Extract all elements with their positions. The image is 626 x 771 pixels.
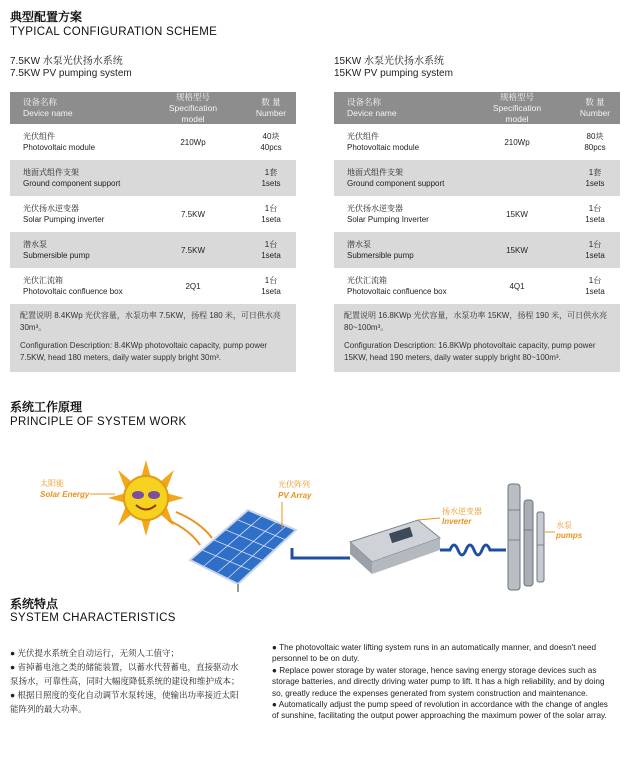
characteristics-list-en xyxy=(272,642,612,722)
header-name-en: Device name xyxy=(23,108,73,118)
header-qty xyxy=(574,92,616,124)
header-device-name xyxy=(347,92,397,124)
typical-title-en: TYPICAL CONFIGURATION SCHEME xyxy=(10,26,218,38)
table-row xyxy=(10,232,296,268)
device-qty-cn: 1台 xyxy=(264,276,278,285)
device-name-cn: 潜水泵 xyxy=(23,240,47,249)
device-name-en: Submersible pump xyxy=(23,251,90,260)
device-qty-cn: 1台 xyxy=(264,204,278,213)
config-description xyxy=(334,304,620,372)
left-system-title-cn: 7.5KW 水泵光伏扬水系统 xyxy=(10,56,123,67)
header-qty-cn: 数 量 xyxy=(261,97,281,107)
device-name-cn: 地面式组件支架 xyxy=(347,168,403,177)
device-qty-cn: 1套 xyxy=(588,168,602,177)
device-spec: 210Wp xyxy=(180,137,206,147)
config-description-cn: 配置说明 8.4KWp 光伏容量，水泵功率 7.5KW，扬程 180 米，可日供水亮 30m³。 xyxy=(20,311,281,332)
inverter-label-cn: 扬水逆变器 xyxy=(442,507,482,516)
device-qty-en: 80pcs xyxy=(584,143,606,152)
config-description-en: Configuration Description: 16.8KWp photovoltaic capacity, pump power 15KW, head 190 meters, daily water supply bright 80~100m³. xyxy=(344,341,596,362)
right-config-table xyxy=(334,92,620,372)
header-qty-en: Number xyxy=(579,108,611,118)
device-spec: 2Q1 xyxy=(185,281,201,291)
device-spec: 7.5KW xyxy=(180,245,205,255)
sun-label-cn: 太阳能 xyxy=(40,479,64,488)
header-spec-en: Specification model xyxy=(168,102,218,124)
device-qty-cn: 80块 xyxy=(586,132,604,141)
device-qty-en: 1sets xyxy=(585,179,605,188)
right-system-title xyxy=(334,56,453,80)
table-row xyxy=(334,232,620,268)
device-name-en: Photovoltaic confluence box xyxy=(23,287,123,296)
device-qty-en: 1seta xyxy=(585,287,605,296)
config-description-en: Configuration Description: 8.4KWp photovoltaic capacity, pump power 7.5KW, head 180 meters, daily water supply bright 30m³. xyxy=(20,341,268,362)
pv-array-icon xyxy=(190,510,296,592)
table-row xyxy=(334,196,620,232)
header-qty xyxy=(250,92,292,124)
sun-icon xyxy=(108,460,184,536)
table-row xyxy=(10,196,296,232)
device-qty-en: 1seta xyxy=(261,215,281,224)
device-qty-cn: 1台 xyxy=(588,240,602,249)
device-name-en: Photovoltaic module xyxy=(23,143,96,152)
characteristics-title-cn: 系统特点 xyxy=(10,597,59,611)
inverter-label-en: Inverter xyxy=(442,517,472,526)
device-qty-cn: 1套 xyxy=(264,168,278,177)
right-system-title-en: 15KW PV pumping system xyxy=(334,68,453,79)
device-name-cn: 光伏组件 xyxy=(347,132,379,141)
system-diagram xyxy=(0,450,626,600)
device-qty-en: 1seta xyxy=(585,215,605,224)
device-name-en: Submersible pump xyxy=(347,251,414,260)
list-item: ● 光伏提水系统全自动运行，无须人工值守； xyxy=(10,648,179,658)
device-name-en: Solar Pumping Inverter xyxy=(347,215,429,224)
left-config-table xyxy=(10,92,296,372)
characteristics-title-en: SYSTEM CHARACTERISTICS xyxy=(10,612,176,624)
config-description-cn: 配置说明 16.8KWp 光伏容量，水泵功率 15KW，扬程 190 米，可日供水亮 80~100m³。 xyxy=(344,311,608,332)
coil-wire xyxy=(440,545,506,555)
header-name-cn: 设备名称 xyxy=(23,97,58,107)
device-spec: 210Wp xyxy=(504,137,530,147)
pump-label-en: pumps xyxy=(556,531,583,540)
principle-title-en: PRINCIPLE OF SYSTEM WORK xyxy=(10,416,187,428)
table-header xyxy=(10,92,296,124)
table-row xyxy=(10,268,296,304)
header-qty-cn: 数 量 xyxy=(585,97,605,107)
header-name-cn: 设备名称 xyxy=(347,97,382,107)
header-device-name xyxy=(23,92,73,124)
device-qty-en: 40pcs xyxy=(260,143,282,152)
device-qty-cn: 1台 xyxy=(588,204,602,213)
pump-icon xyxy=(508,484,544,590)
device-name-cn: 光伏汇流箱 xyxy=(23,276,63,285)
device-spec: 15KW xyxy=(506,245,528,255)
pv-label-en: PV Array xyxy=(278,491,312,500)
header-name-en: Device name xyxy=(347,108,397,118)
config-description xyxy=(10,304,296,372)
header-spec-cn: 规格型号 xyxy=(499,91,534,102)
header-spec-en: Specification model xyxy=(492,102,542,124)
device-name-en: Photovoltaic module xyxy=(347,143,420,152)
device-name-en: Ground component support xyxy=(347,179,445,188)
device-name-cn: 光伏扬水逆变器 xyxy=(23,204,79,213)
pv-label-cn: 光伏阵列 xyxy=(278,480,310,489)
table-header xyxy=(334,92,620,124)
device-name-en: Solar Pumping inverter xyxy=(23,215,105,224)
device-qty-en: 1sets xyxy=(261,179,281,188)
device-spec: 4Q1 xyxy=(509,281,525,291)
wire xyxy=(292,548,350,558)
device-name-cn: 潜水泵 xyxy=(347,240,371,249)
device-name-en: Ground component support xyxy=(23,179,121,188)
device-qty-cn: 1台 xyxy=(264,240,278,249)
typical-title-cn: 典型配置方案 xyxy=(10,10,83,24)
characteristics-list-cn xyxy=(10,646,246,716)
header-qty-en: Number xyxy=(255,108,287,118)
device-qty-en: 1seta xyxy=(261,287,281,296)
device-name-cn: 光伏组件 xyxy=(23,132,55,141)
table-row xyxy=(334,268,620,304)
device-qty-cn: 40块 xyxy=(262,132,280,141)
list-item: ● Replace power storage by water storage, hence saving energy storage devices such as storage batteries, and directly driving water pump to lift. It has a high reliability, and by doing so, greatly reduce the expenses generated from system construction and maintenance. xyxy=(272,665,605,698)
table-row xyxy=(10,124,296,160)
table-row xyxy=(334,124,620,160)
device-name-cn: 光伏汇流箱 xyxy=(347,276,387,285)
left-system-title xyxy=(10,56,132,80)
device-name-en: Photovoltaic confluence box xyxy=(347,287,447,296)
list-item: ● Automatically adjust the pump speed of revolution in accordance with the change of angles of sunshine, facilitating the output power approaching the maximum power of the solar array. xyxy=(272,700,608,721)
left-system-title-en: 7.5KW PV pumping system xyxy=(10,68,132,79)
pump-label-cn: 水泵 xyxy=(556,521,572,530)
table-row xyxy=(10,160,296,196)
table-row xyxy=(334,160,620,196)
device-qty-en: 1seta xyxy=(261,251,281,260)
device-spec: 15KW xyxy=(506,209,528,219)
right-system-title-cn: 15KW 水泵光伏扬水系统 xyxy=(334,56,445,67)
header-spec xyxy=(160,92,226,124)
header-spec xyxy=(484,92,550,124)
list-item: ● The photovoltaic water lifting system runs in an automatically manner, and doesn't need personnel to be on duty. xyxy=(272,643,597,664)
list-item: ● 根据日照度的变化自动调节水泵转速，使输出功率接近太阳能阵列的最大功率。 xyxy=(10,690,239,714)
device-name-cn: 光伏扬水逆变器 xyxy=(347,204,403,213)
inverter-icon xyxy=(350,520,440,574)
sun-label-en: Solar Energy xyxy=(40,490,90,499)
device-qty-cn: 1台 xyxy=(588,276,602,285)
principle-title-cn: 系统工作原理 xyxy=(10,400,83,414)
header-spec-cn: 规格型号 xyxy=(175,91,210,102)
device-spec: 7.5KW xyxy=(180,209,205,219)
device-name-cn: 地面式组件支架 xyxy=(23,168,79,177)
list-item: ● 省掉蓄电池之类的储能装置，以蓄水代替蓄电，直接驱动水泵扬水，可靠性高，同时大幅度降低系统的建设和维护成本； xyxy=(10,662,240,686)
device-qty-en: 1seta xyxy=(585,251,605,260)
